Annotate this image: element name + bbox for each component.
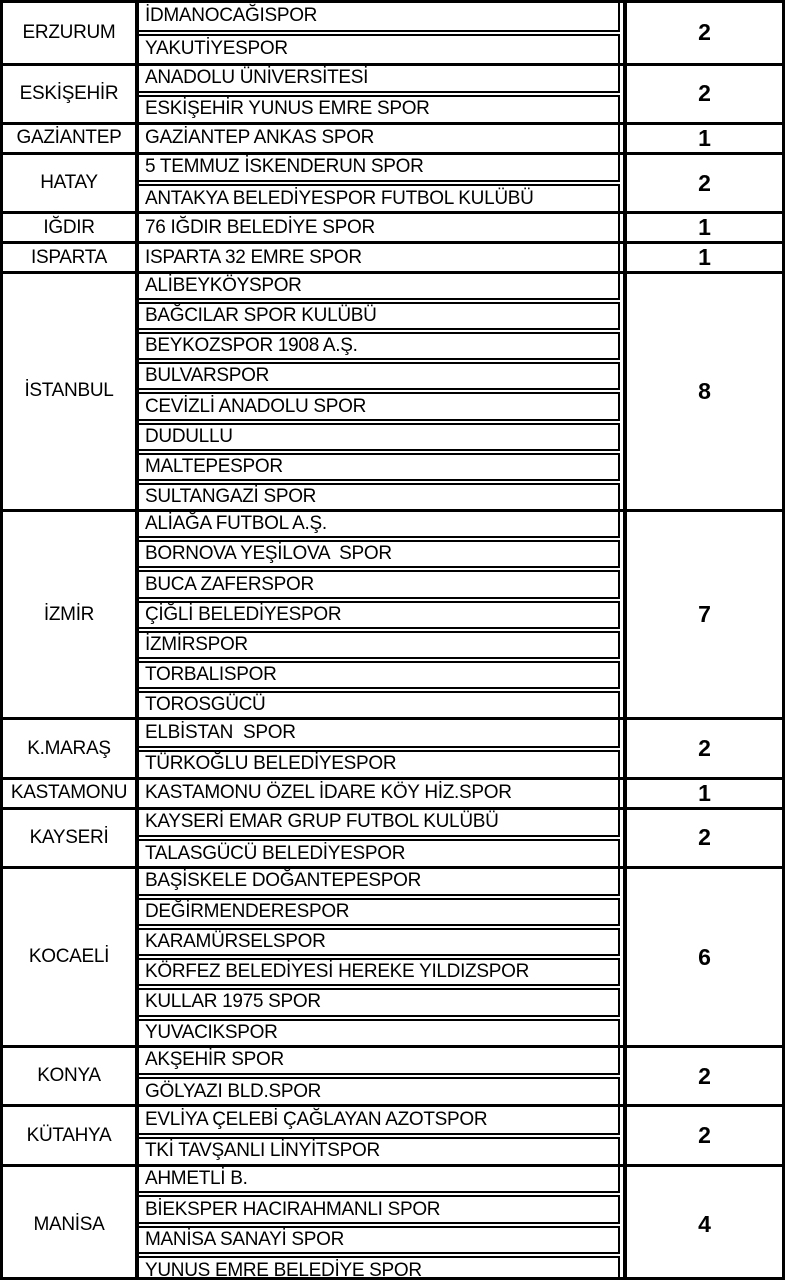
city-group-row (3, 807, 782, 867)
club-cell: CEVİZLİ ANADOLU SPOR (139, 392, 620, 420)
club-count-cell: 1 (698, 779, 711, 806)
club-count-cell: 4 (698, 1211, 711, 1238)
club-count-cell: 2 (698, 1062, 711, 1089)
clubs-column (139, 720, 627, 777)
club-cell: BİEKSPER HACIRAHMANLI SPOR (139, 1195, 620, 1224)
city-cell: KOCAELİ (3, 869, 139, 1045)
club-cell: YUVACIKSPOR (139, 1019, 620, 1045)
city-group-row (3, 63, 782, 123)
club-cell: DEĞİRMENDERESPOR (139, 898, 620, 926)
club-cell: SULTANGAZİ SPOR (139, 483, 620, 509)
city-cell: GAZİANTEP (3, 125, 139, 152)
city-group-row (3, 1164, 782, 1280)
clubs-column (139, 512, 627, 717)
city-group-row (3, 122, 782, 152)
club-cell: TÜRKOĞLU BELEDİYESPOR (139, 750, 620, 777)
club-cell: BULVARSPOR (139, 362, 620, 390)
club-cell: KAYSERİ EMAR GRUP FUTBOL KULÜBÜ (139, 810, 620, 837)
club-count-cell: 2 (698, 80, 711, 107)
clubs-column (139, 66, 627, 123)
city-group-row (3, 717, 782, 777)
city-cell: ISPARTA (3, 244, 139, 271)
club-cell: KÖRFEZ BELEDİYESİ HEREKE YILDIZSPOR (139, 958, 620, 986)
clubs-column (139, 244, 627, 271)
clubs-column (139, 1167, 627, 1280)
clubs-column (139, 214, 627, 241)
city-group-row (3, 211, 782, 241)
city-group-row (3, 509, 782, 717)
club-cell: KULLAR 1975 SPOR (139, 988, 620, 1016)
club-cell: ISPARTA 32 EMRE SPOR (139, 244, 620, 271)
city-cell: KÜTAHYA (3, 1107, 139, 1164)
club-count-cell: 1 (698, 124, 711, 151)
club-cell: KARAMÜRSELSPOR (139, 928, 620, 956)
city-cell: KASTAMONU (3, 780, 139, 807)
club-cell: AKŞEHİR SPOR (139, 1048, 620, 1075)
club-cell: 76 IĞDIR BELEDİYE SPOR (139, 214, 620, 241)
club-cell: GÖLYAZI BLD.SPOR (139, 1077, 620, 1104)
club-cell: YUNUS EMRE BELEDİYE SPOR (139, 1256, 620, 1280)
city-cell: İZMİR (3, 512, 139, 717)
club-cell: MANİSA SANAYİ SPOR (139, 1226, 620, 1255)
club-cell: ANADOLU ÜNİVERSİTESİ (139, 66, 620, 93)
clubs-column (139, 155, 627, 212)
club-count-cell: 7 (698, 601, 711, 628)
club-cell: İZMİRSPOR (139, 631, 620, 659)
city-cell: KAYSERİ (3, 810, 139, 867)
club-count-cell: 2 (698, 19, 711, 46)
city-cell: ESKİŞEHİR (3, 66, 139, 123)
club-cell: TOROSGÜCÜ (139, 691, 620, 717)
club-cell: GAZİANTEP ANKAS SPOR (139, 125, 620, 152)
club-cell: ELBİSTAN SPOR (139, 720, 620, 747)
city-group-row (3, 1104, 782, 1164)
club-count-cell: 2 (698, 824, 711, 851)
city-group-row (3, 777, 782, 807)
clubs-column (139, 1048, 627, 1105)
club-cell: BAŞİSKELE DOĞANTEPESPOR (139, 869, 620, 895)
clubs-column (139, 869, 627, 1045)
club-cell: BAĞCILAR SPOR KULÜBÜ (139, 302, 620, 330)
city-group-row (3, 271, 782, 509)
club-cell: ALİAĞA FUTBOL A.Ş. (139, 512, 620, 538)
club-count-cell: 2 (698, 169, 711, 196)
city-cell: İSTANBUL (3, 274, 139, 509)
city-group-row (3, 1045, 782, 1105)
city-group-row (3, 152, 782, 212)
club-cell: ANTAKYA BELEDİYESPOR FUTBOL KULÜBÜ (139, 184, 620, 211)
city-cell: IĞDIR (3, 214, 139, 241)
city-group-row (3, 241, 782, 271)
club-count-cell: 8 (698, 377, 711, 404)
club-cell: AHMETLİ B. (139, 1167, 620, 1194)
city-cell: ERZURUM (3, 3, 139, 63)
clubs-column (139, 780, 627, 807)
club-cell: İDMANOCAĞISPOR (139, 3, 620, 32)
club-cell: ALİBEYKÖYSPOR (139, 274, 620, 300)
club-count-cell: 2 (698, 1122, 711, 1149)
city-cell: KONYA (3, 1048, 139, 1105)
city-group-row (3, 866, 782, 1045)
city-cell: MANİSA (3, 1167, 139, 1280)
club-cell: DUDULLU (139, 423, 620, 451)
clubs-column (139, 3, 627, 63)
club-cell: YAKUTİYESPOR (139, 34, 620, 63)
club-cell: BUCA ZAFERSPOR (139, 570, 620, 598)
club-count-cell: 1 (698, 244, 711, 271)
club-cell: ÇİĞLİ BELEDİYESPOR (139, 601, 620, 629)
club-cell: BEYKOZSPOR 1908 A.Ş. (139, 332, 620, 360)
clubs-column (139, 1107, 627, 1164)
club-cell: 5 TEMMUZ İSKENDERUN SPOR (139, 155, 620, 182)
club-cell: TORBALISPOR (139, 661, 620, 689)
club-count-cell: 6 (698, 943, 711, 970)
club-cell: TALASGÜCÜ BELEDİYESPOR (139, 839, 620, 866)
clubs-column (139, 125, 627, 152)
city-group-row (3, 3, 782, 63)
clubs-column (139, 274, 627, 509)
club-cell: MALTEPESPOR (139, 453, 620, 481)
clubs-column (139, 810, 627, 867)
club-cell: ESKİŞEHİR YUNUS EMRE SPOR (139, 95, 620, 122)
club-cell: EVLİYA ÇELEBİ ÇAĞLAYAN AZOTSPOR (139, 1107, 620, 1134)
city-cell: K.MARAŞ (3, 720, 139, 777)
club-cell: TKİ TAVŞANLI LİNYİTSPOR (139, 1137, 620, 1164)
club-cell: BORNOVA YEŞİLOVA SPOR (139, 540, 620, 568)
city-cell: HATAY (3, 155, 139, 212)
club-cell: KASTAMONU ÖZEL İDARE KÖY HİZ.SPOR (139, 780, 620, 807)
club-count-cell: 2 (698, 735, 711, 762)
club-count-cell: 1 (698, 214, 711, 241)
